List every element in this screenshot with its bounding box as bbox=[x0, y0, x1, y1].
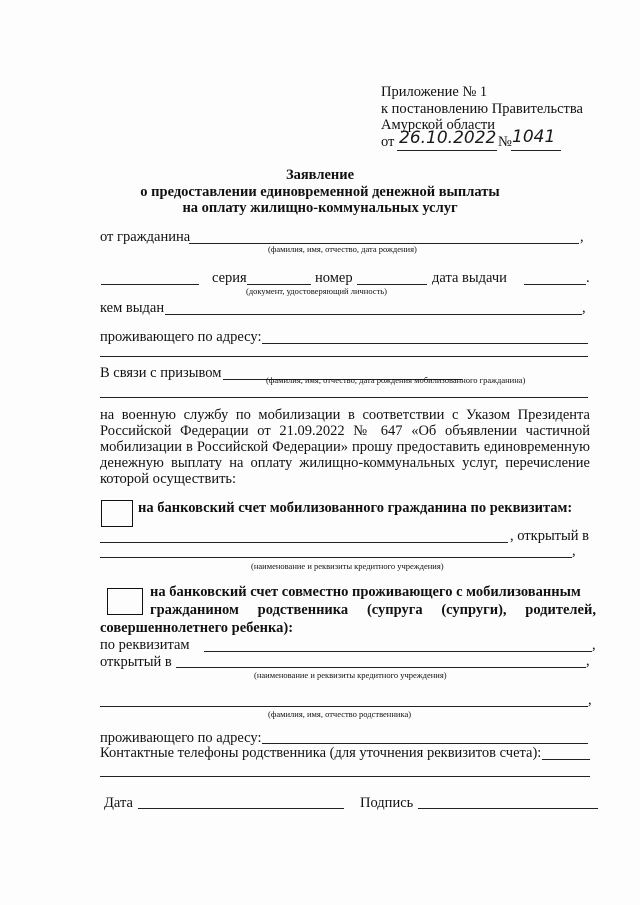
document-title: Заявление bbox=[285, 167, 355, 183]
option2-word: родителей, bbox=[525, 602, 596, 618]
comma: , bbox=[592, 637, 596, 653]
conscription-hint: (фамилия, имя, отчество, дата рождения мобилизованного гражданина) bbox=[266, 375, 526, 385]
body-line-3: мобилизации в Российской Федерации» прошу предоставить единовременную bbox=[100, 439, 590, 455]
address-label: проживающего по адресу: bbox=[100, 329, 262, 345]
footer-address-label: проживающего по адресу: bbox=[100, 730, 262, 746]
appendix-number-line bbox=[511, 150, 561, 151]
option1-bank-field[interactable] bbox=[100, 557, 572, 558]
appendix-date-line bbox=[397, 150, 497, 151]
address-field-2[interactable] bbox=[100, 356, 588, 357]
comma: , bbox=[588, 692, 592, 708]
option2-requisites-field[interactable] bbox=[204, 651, 592, 652]
conscription-label: В связи с призывом bbox=[100, 365, 222, 381]
issued-by-field[interactable] bbox=[165, 314, 582, 315]
phones-field[interactable] bbox=[542, 759, 590, 760]
option2-relative-hint: (фамилия, имя, отчество родственника) bbox=[268, 709, 412, 719]
document-subtitle-1: о предоставлении единовременной денежной выплаты bbox=[140, 184, 500, 200]
option2-word: родственника bbox=[257, 602, 349, 618]
option1-bank-hint: (наименование и реквизиты кредитного учреждения) bbox=[251, 561, 444, 571]
comma: , bbox=[582, 300, 586, 316]
conscription-field-2[interactable] bbox=[100, 397, 588, 398]
signature-field[interactable] bbox=[418, 808, 598, 809]
comma: , bbox=[572, 543, 576, 559]
document-subtitle-2: на оплату жилищно-коммунальных услуг bbox=[182, 200, 458, 216]
option2-opened-in-label: открытый в bbox=[100, 654, 172, 670]
appendix-title: Приложение № 1 bbox=[381, 84, 488, 100]
issue-date-field[interactable] bbox=[524, 284, 586, 285]
body-line-1: на военную службу по мобилизации в соответствии с Указом Президента bbox=[100, 407, 590, 423]
document-hint: (документ, удостоверяющий личность) bbox=[246, 286, 387, 296]
address-field-1[interactable] bbox=[262, 343, 588, 344]
appendix-date-prefix: от bbox=[381, 134, 395, 150]
body-line-4: денежную выплату на оплату жилищно-коммунальных услуг, перечисление bbox=[100, 455, 590, 471]
footer-address-field[interactable] bbox=[262, 743, 588, 744]
body-line-5: которой осуществить: bbox=[100, 471, 237, 487]
option2-bank-field[interactable] bbox=[176, 667, 586, 668]
issue-date-label: дата выдачи bbox=[432, 270, 507, 286]
option1-label: на банковский счет мобилизованного гражданина по реквизитам: bbox=[138, 500, 573, 516]
option2-bank-hint: (наименование и реквизиты кредитного учреждения) bbox=[254, 670, 447, 680]
body-line-2: Российской Федерации от 21.09.2022 № 647 «Об объявлении частичной bbox=[100, 423, 590, 439]
comma: , bbox=[580, 229, 584, 245]
number-label: номер bbox=[315, 270, 353, 286]
option2-word: (супруги), bbox=[441, 602, 507, 618]
comma: , bbox=[586, 653, 590, 669]
appendix-number-handwritten: 1041 bbox=[512, 127, 556, 147]
signature-label: Подпись bbox=[360, 795, 414, 811]
phones-field-2[interactable] bbox=[100, 776, 590, 777]
phones-label: Контактные телефоны родственника (для уточнения реквизитов счета): bbox=[100, 745, 542, 761]
appendix-region: Амурской области bbox=[381, 117, 495, 133]
option2-word: (супруга bbox=[366, 602, 423, 618]
date-field[interactable] bbox=[138, 808, 344, 809]
issued-by-label: кем выдан bbox=[100, 300, 165, 316]
from-citizen-hint: (фамилия, имя, отчество, дата рождения) bbox=[268, 244, 417, 254]
option1-opened-in: , открытый в bbox=[510, 528, 589, 544]
number-field[interactable] bbox=[357, 284, 427, 285]
option2-requisites-label: по реквизитам bbox=[100, 637, 190, 653]
option2-relative-field[interactable] bbox=[100, 706, 588, 707]
series-label: серия bbox=[212, 270, 247, 286]
appendix-resolution: к постановлению Правительства bbox=[381, 101, 583, 117]
option2-line-3: совершеннолетнего ребенка): bbox=[100, 620, 294, 636]
period: . bbox=[586, 270, 590, 286]
appendix-date-handwritten: 26.10.2022 bbox=[399, 128, 497, 148]
from-citizen-label: от гражданина bbox=[100, 229, 191, 245]
option2-line-1: на банковский счет совместно проживающего с мобилизованным bbox=[150, 584, 581, 600]
option1-requisites-field[interactable] bbox=[100, 542, 508, 543]
series-field[interactable] bbox=[247, 284, 311, 285]
option1-checkbox[interactable] bbox=[101, 500, 133, 527]
document-type-field[interactable] bbox=[101, 284, 199, 285]
date-label: Дата bbox=[104, 795, 133, 811]
option2-checkbox[interactable] bbox=[107, 588, 143, 615]
option2-line-2 bbox=[150, 602, 596, 619]
option2-word: гражданином bbox=[150, 602, 239, 618]
appendix-number-prefix: № bbox=[498, 134, 512, 150]
